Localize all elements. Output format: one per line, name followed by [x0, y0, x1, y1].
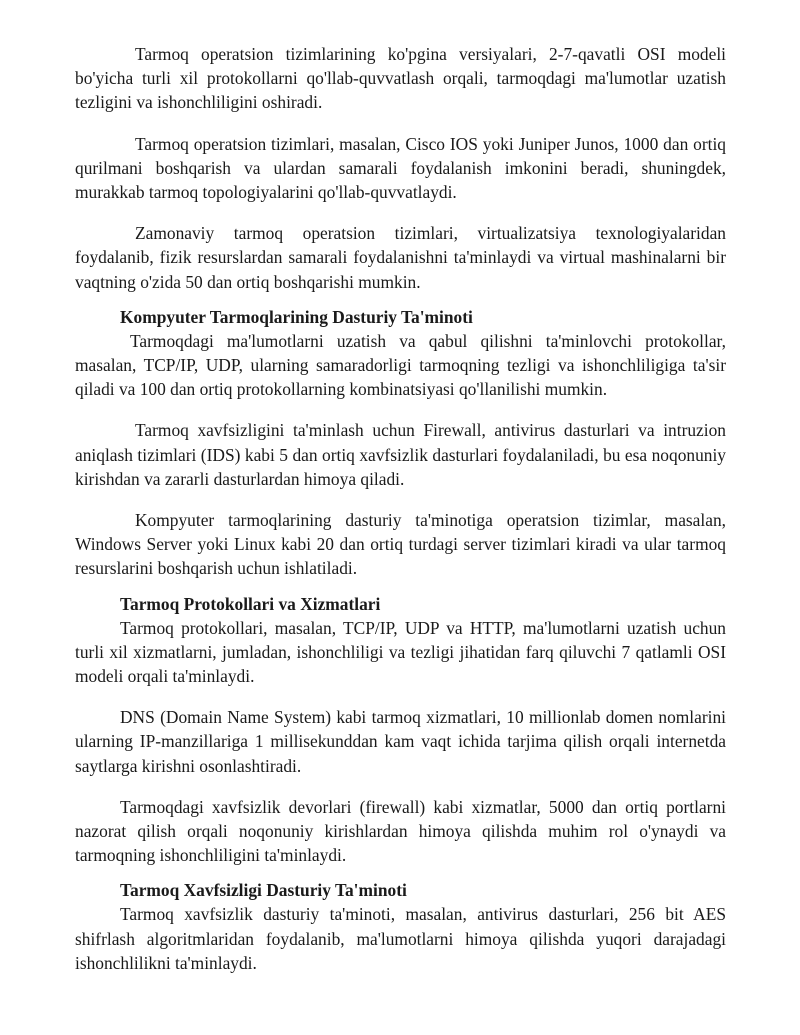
intro-paragraph-1: Tarmoq operatsion tizimlarining ko'pgina versiyalari, 2-7-qavatli OSI modeli bo'yicha turli xil protokollarni qo'llab-quvvatlash orqali, tarmoqdagi ma'lumotlar uzatish tezligini va ishonchliligini oshiradi.: [75, 44, 726, 113]
software-paragraph-1: Tarmoqdagi ma'lumotlarni uzatish va qabul qilishni ta'minlovchi protokollar, masalan, TCP/IP, UDP, ularning samaradorligi tarmoqning tezligi va ishonchliligiga ta'sir qiladi va 100 dan ortiq protokollarning kombinatsiyasi qo'llanilishi mumkin.: [75, 330, 726, 400]
security-paragraph-1: Tarmoq xavfsizlik dasturiy ta'minoti, masalan, antivirus dasturlari, 256 bit AES shifrlash algoritmlaridan foydalanib, ma'lumotlarni himoya qilishda yuqori darajadagi ishonchlilikni ta'minlaydi.: [75, 904, 726, 973]
document-page: [75, 42, 726, 992]
software-paragraph-3: Kompyuter tarmoqlarining dasturiy ta'minotiga operatsion tizimlar, masalan, Windows Server yoki Linux kabi 20 dan ortiq turdagi server tizimlari kiradi va ular tarmoq resurslarini boshqarish uchun ishlatiladi.: [75, 510, 726, 579]
intro-paragraph-2: Tarmoq operatsion tizimlari, masalan, Cisco IOS yoki Juniper Junos, 1000 dan ortiq qurilmani boshqarish va ulardan samarali foydalanish imkonini beradi, shuningdek, murakkab tarmoq topologiyalarini qo'llab-quvvatlaydi.: [75, 133, 726, 203]
software-paragraph-2: Tarmoq xavfsizligini ta'minlash uchun Firewall, antivirus dasturlari va intruzion aniqlash tizimlari (IDS) kabi 5 dan ortiq xavfsizlik dasturlari foydalaniladi, bu esa noqonuniy kirishdan va zararli dasturlardan himoya qiladi.: [75, 420, 726, 489]
protocols-paragraph-1: Tarmoq protokollari, masalan, TCP/IP, UDP va HTTP, ma'lumotlarni uzatish uchun turli xil xizmatlarni, jumladan, ishonchliligi va tezligi jihatidan farq qiluvchi 7 qatlamli OSI modeli orqali ta'minlaydi.: [75, 617, 726, 687]
section-heading-protocols: Tarmoq Protokollari va Xizmatlari: [120, 593, 381, 614]
protocols-paragraph-2: DNS (Domain Name System) kabi tarmoq xizmatlari, 10 millionlab domen nomlarini ularning IP-manzillariga 1 millisekunddan kam vaqt ichida tarjima qilish orqali internetda saytlarga kirishni osonlashtiradi.: [75, 707, 726, 776]
section-heading-security: Tarmoq Xavfsizligi Dasturiy Ta'minoti: [120, 880, 407, 901]
section-heading-software: Kompyuter Tarmoqlarining Dasturiy Ta'minoti: [120, 306, 473, 327]
protocols-paragraph-3: Tarmoqdagi xavfsizlik devorlari (firewall) kabi xizmatlar, 5000 dan ortiq portlarni nazorat qilish orqali noqonuniy kirishlardan himoya qilishda muhim rol o'ynaydi va tarmoqning ishonchliligini ta'minlaydi.: [75, 796, 726, 866]
intro-paragraph-3: Zamonaviy tarmoq operatsion tizimlari, virtualizatsiya texnologiyalaridan foydalanib, fizik resurslardan samarali foydalanishni ta'minlaydi va virtual mashinalarni bir vaqtning o'zida 50 dan ortiq boshqarishi mumkin.: [75, 223, 726, 292]
